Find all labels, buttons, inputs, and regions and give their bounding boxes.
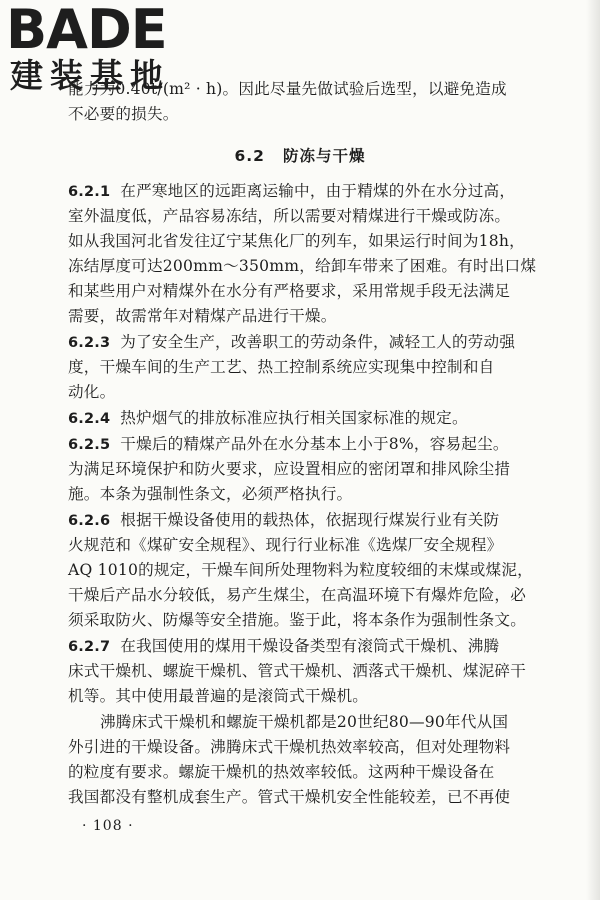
clause-number: 6.2.7 (68, 639, 111, 655)
section-heading (0, 144, 600, 166)
logo-subtitle: 建装基地 (10, 56, 170, 95)
clause-line (68, 331, 548, 354)
clause-line (68, 407, 548, 430)
clause-line: 如从我国河北省发往辽宁某焦化厂的列车，如果运行时间为18h， (68, 232, 525, 250)
clause-line: AQ 1010的规定，干燥车间所处理物料为粒度较细的末煤或煤泥， (68, 561, 533, 579)
clause-line: 动化。 (68, 383, 116, 401)
paragraph-line: 我国都没有整机成套生产。管式干燥机安全性能较差，已不再使 (68, 788, 511, 806)
clause-number: 6.2.5 (68, 437, 111, 453)
clause-line (68, 635, 548, 658)
clause-line: 冻结厚度可达200mm～350mm，给卸车带来了困难。有时出口煤 (68, 257, 537, 275)
intro-line-1: 能力为0.40t/(m² · h)。因此尽量先做试验后选型，以避免造成 (68, 80, 507, 98)
clause-line (68, 180, 548, 203)
section-number: 6.2 (234, 147, 265, 165)
clause-number: 6.2.1 (68, 184, 111, 200)
clause-line: 干燥后产品水分较低，易产生煤尘，在高温环境下有爆炸危险，必 (68, 586, 527, 604)
clause-text: 在严寒地区的远距离运输中，由于精煤的外在水分过高， (120, 182, 516, 200)
clause-line (68, 433, 548, 456)
clause-line: 度，干燥车间的生产工艺、热工控制系统应实现集中控制和自 (68, 358, 495, 376)
clause-line: 机等。其中使用最普遍的是滚筒式干燥机。 (68, 687, 369, 705)
page-number: · 108 · (82, 818, 134, 834)
clause-line: 施。本条为强制性条文，必须严格执行。 (68, 485, 353, 503)
clause-line: 为满足环境保护和防火要求，应设置相应的密闭罩和排风除尘措 (68, 460, 511, 478)
clause-text: 为了安全生产，改善职工的劳动条件，减轻工人的劳动强 (120, 333, 516, 351)
clause-line: 需要，故需常年对精煤产品进行干燥。 (68, 307, 337, 325)
paragraph-line: 外引进的干燥设备。沸腾床式干燥机热效率较高，但对处理物料 (68, 738, 511, 756)
clause-line: 火规范和《煤矿安全规程》、现行行业标准《选煤厂安全规程》 (68, 536, 503, 554)
logo-brand-text: BADE (6, 0, 167, 61)
clause-text: 热炉烟气的排放标准应执行相关国家标准的规定。 (120, 409, 468, 427)
clause-text: 在我国使用的煤用干燥设备类型有滚筒式干燥机、沸腾 (120, 637, 500, 655)
clause-line: 床式干燥机、螺旋干燥机、管式干燥机、洒落式干燥机、煤泥碎干 (68, 662, 527, 680)
paragraph-line: 的粒度有要求。螺旋干燥机的热效率较低。这两种干燥设备在 (68, 763, 495, 781)
paragraph-line: 沸腾床式干燥机和螺旋干燥机都是20世纪80—90年代从国 (100, 713, 509, 731)
page-edge-shadow (586, 0, 600, 900)
clause-line: 须采取防火、防爆等安全措施。鉴于此，将本条作为强制性条文。 (68, 611, 527, 629)
clause-text: 干燥后的精煤产品外在水分基本上小于8%，容易起尘。 (120, 435, 509, 453)
clause-line (68, 509, 548, 532)
clause-number: 6.2.6 (68, 513, 111, 529)
intro-line-2: 不必要的损失。 (68, 105, 179, 123)
section-title-text: 防冻与干燥 (282, 147, 366, 165)
clause-line: 和某些用户对精煤外在水分有严格要求，采用常规手段无法满足 (68, 282, 511, 300)
clause-number: 6.2.4 (68, 411, 111, 427)
clause-number: 6.2.3 (68, 335, 111, 351)
clause-text: 根据干燥设备使用的载热体，依据现行煤炭行业有关防 (120, 511, 500, 529)
clause-line: 室外温度低，产品容易冻结，所以需要对精煤进行干燥或防冻。 (68, 207, 511, 225)
